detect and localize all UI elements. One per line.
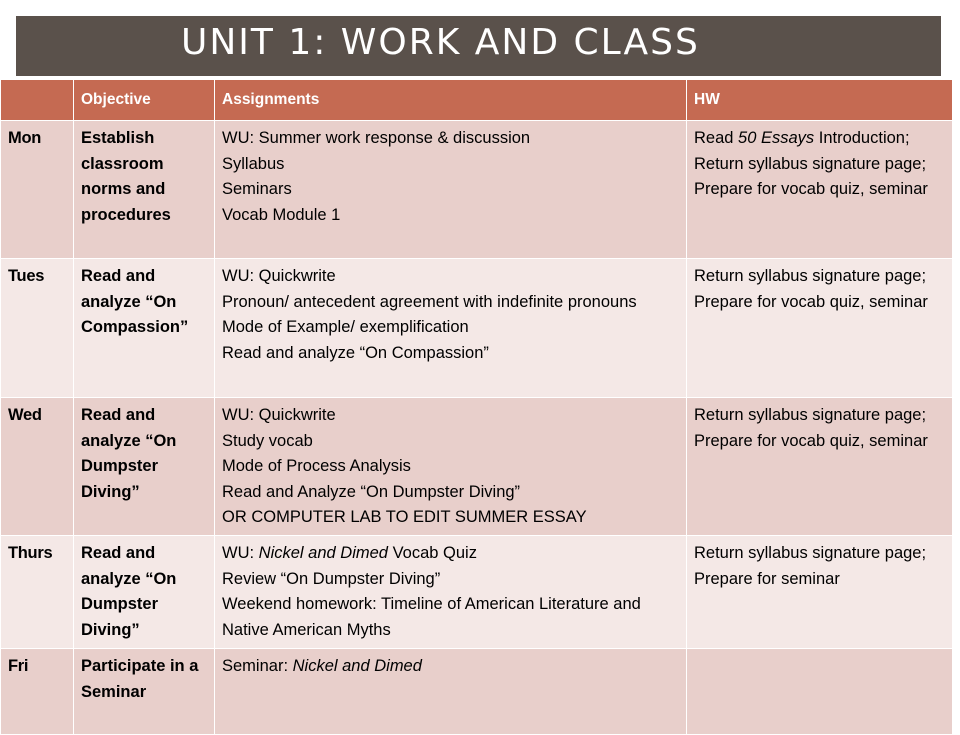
day-cell: Mon: [1, 121, 74, 259]
assignments-cell: [215, 649, 687, 735]
assignment-item: Study vocab: [222, 431, 313, 450]
assignment-text: Vocab Quiz: [387, 544, 477, 562]
assignment-item: [222, 541, 679, 567]
day-cell: Wed: [1, 398, 74, 536]
header-assignments: Assignments: [215, 80, 687, 121]
assignment-item: Vocab Module 1: [222, 205, 341, 224]
assignment-item: Seminars: [222, 180, 292, 198]
assignment-item: OR COMPUTER LAB TO EDIT SUMMER ESSAY: [222, 508, 587, 526]
assignments-cell: [215, 536, 687, 649]
day-cell: Thurs: [1, 536, 74, 649]
assignment-item: Pronoun/ antecedent agreement with indefinite pronouns: [222, 292, 637, 311]
objective-cell: Establish classroom norms and procedures: [74, 121, 215, 259]
book-title: 50 Essays: [738, 129, 815, 147]
assignment-item: [222, 654, 679, 680]
header-objective: Objective: [74, 80, 215, 121]
hw-cell: [687, 649, 953, 735]
assignment-item: Weekend homework: Timeline of American Literature and Native American Myths: [222, 595, 641, 639]
assignment-item: Read and Analyze “On Dumpster Diving”: [222, 482, 521, 501]
page-title: UNIT 1: WORK AND CLASS: [181, 22, 700, 63]
assignment-item: WU: Quickwrite: [222, 267, 336, 285]
hw-cell: Return syllabus signature page; Prepare for seminar: [687, 536, 953, 649]
assignment-item: Review “On Dumpster Diving”: [222, 569, 441, 588]
assignment-item: WU: Summer work response & discussion: [222, 129, 531, 147]
assignment-item: WU: Quickwrite: [222, 406, 336, 424]
hw-cell: [687, 121, 953, 259]
table-header-row: [1, 80, 953, 121]
book-title: Nickel and Dimed: [292, 657, 422, 675]
assignment-item: Mode of Process Analysis: [222, 457, 411, 475]
assignment-text: Seminar:: [222, 657, 293, 675]
hw-cell: Return syllabus signature page; Prepare for vocab quiz, seminar: [687, 259, 953, 398]
hw-cell: Return syllabus signature page; Prepare for vocab quiz, seminar: [687, 398, 953, 536]
day-cell: Fri: [1, 649, 74, 735]
assignments-cell: [215, 121, 687, 259]
table-row: [1, 121, 953, 259]
objective-cell: Participate in a Seminar: [74, 649, 215, 735]
assignment-item: Mode of Example/ exemplification: [222, 318, 469, 336]
assignment-item: Syllabus: [222, 154, 285, 173]
assignment-text: WU:: [222, 544, 259, 562]
title-bar: [16, 16, 941, 76]
assignments-cell: [215, 398, 687, 536]
table-row: [1, 259, 953, 398]
hw-text: Introduction; Return syllabus signature page; Prepare for vocab quiz, seminar: [694, 129, 928, 198]
schedule-table: [0, 79, 953, 735]
assignments-cell: [215, 259, 687, 398]
day-cell: Tues: [1, 259, 74, 398]
table-row: [1, 536, 953, 649]
objective-cell: Read and analyze “On Dumpster Diving”: [74, 536, 215, 649]
book-title: Nickel and Dimed: [258, 544, 388, 562]
assignment-item: Read and analyze “On Compassion”: [222, 343, 489, 362]
header-hw: HW: [687, 80, 953, 121]
header-day: [1, 80, 74, 121]
table-row: [1, 398, 953, 536]
hw-text: Read: [694, 129, 739, 147]
table-row: [1, 649, 953, 735]
objective-cell: Read and analyze “On Dumpster Diving”: [74, 398, 215, 536]
objective-cell: Read and analyze “On Compassion”: [74, 259, 215, 398]
